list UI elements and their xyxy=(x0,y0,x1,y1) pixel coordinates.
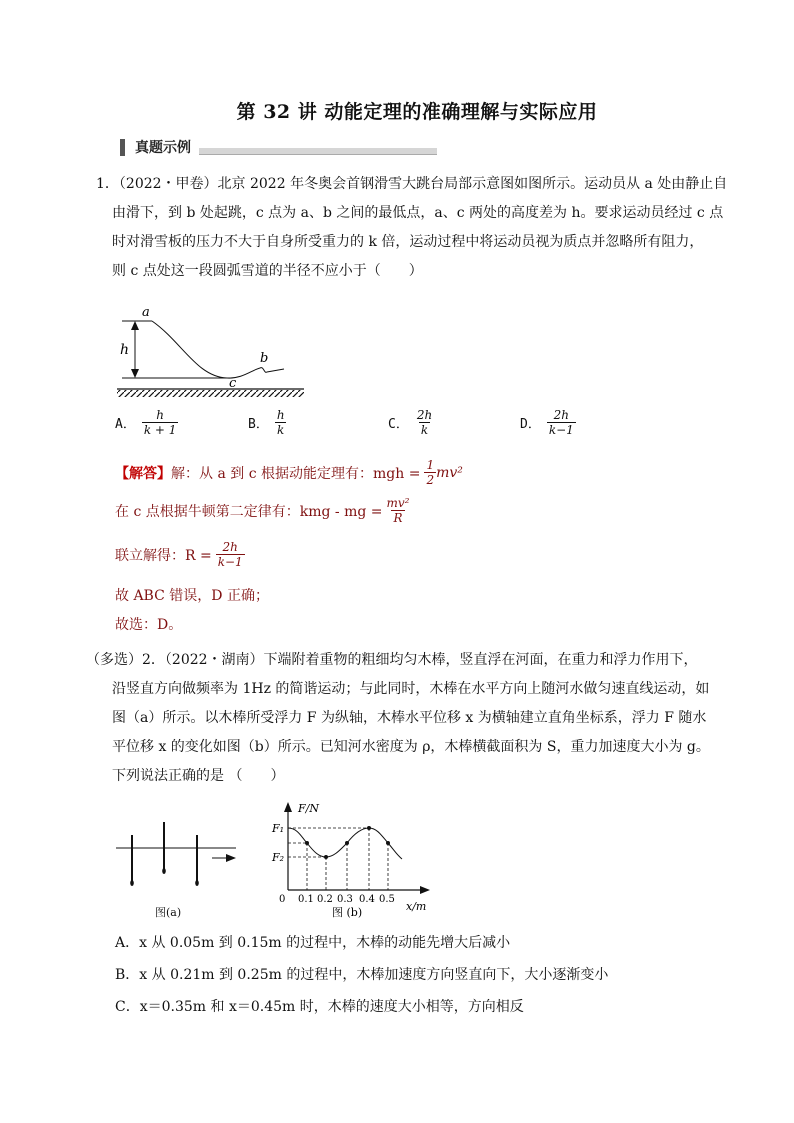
q2-line: 平位移 x 的变化如图（b）所示。已知河水密度为 ρ，木棒横截面积为 S，重力加速度大小为 g。 xyxy=(112,739,710,755)
origin-label: 0 xyxy=(279,894,286,905)
section-rule xyxy=(199,148,437,155)
x-tick: 0.1 xyxy=(298,894,314,905)
answer-line-1: 【解答】 解：从 a 到 c 根据动能定理有：mgh = $\frac{1}{2}$ mv² xyxy=(115,458,463,487)
answer-fraction: $\frac{2h}{k-1}$ xyxy=(217,540,243,569)
x-tick: 0.4 xyxy=(359,894,375,905)
answer-fraction: $\frac{\text{mv²}}{R}$ xyxy=(386,496,410,525)
q1-line: 时对滑雪板的压力不大于自身所受重力的 k 倍，运动过程中将运动员视为质点并忽略所有阻力， xyxy=(112,234,704,250)
answer-line-4: 故 ABC 错误，D 正确； xyxy=(115,588,269,604)
y-tick-f2: F₂ xyxy=(272,851,285,864)
q2-line: 沿竖直方向做频率为 1Hz 的简谐运动；与此同时，木棒在水平方向上随河水做匀速直线运动，如 xyxy=(112,681,710,697)
x-tick: 0.2 xyxy=(317,894,333,905)
section-label: 真题示例 xyxy=(135,140,191,156)
flow-arrow-icon xyxy=(226,854,236,862)
label-b: b xyxy=(260,351,269,366)
page-title: 第 32 讲 动能定理的准确理解与实际应用 xyxy=(236,101,598,123)
section-header xyxy=(120,137,437,157)
figure-b-caption: 图 (b) xyxy=(332,906,363,919)
option-b[interactable]: B． $\frac{h}{k}$ xyxy=(248,408,285,437)
q1-line: 1．（2022・甲卷）北京 2022 年冬奥会首钢滑雪大跳台局部示意图如图所示。运动员从 a 处由静止自 xyxy=(96,176,728,192)
figure-a-caption: 图(a) xyxy=(155,906,182,919)
question-2-stem xyxy=(86,646,726,791)
answer-line-2: 在 c 点根据牛顿第二定律有：kmg - mg = $\frac{\text{mv²}}{R}$ xyxy=(115,496,410,525)
option-c[interactable]: C． $\frac{2h}{k}$ xyxy=(388,408,433,437)
q2-option-c[interactable]: C．x＝0.35m 和 x＝0.45m 时，木棒的速度大小相等，方向相反 xyxy=(115,999,524,1015)
x-tick: 0.5 xyxy=(379,894,395,905)
label-a: a xyxy=(142,305,150,320)
question-1-stem xyxy=(96,170,728,286)
q2-option-b[interactable]: B．x 从 0.21m 到 0.25m 的过程中，木棒加速度方向竖直向下，大小逐渐变小 xyxy=(115,967,609,983)
answer-tag: 【解答】 xyxy=(115,465,171,482)
section-bar-icon xyxy=(120,139,125,156)
q1-line: 由滑下，到 b 处起跳，c 点为 a、b 之间的最低点，a、c 两处的高度差为 h。要求运动员经过 c 点 xyxy=(112,205,724,221)
y-tick-f1: F₁ xyxy=(272,822,285,835)
option-a[interactable]: A． $\frac{h}{k + 1}$ xyxy=(115,408,177,437)
option-a-fraction: $\frac{h}{k + 1}$ xyxy=(143,408,177,437)
q2-line: 下列说法正确的是 （ ） xyxy=(112,768,285,784)
answer-line-3: 联立解得：R = $\frac{2h}{k-1}$ xyxy=(115,540,243,569)
q2-line: 图（a）所示。以木棒所受浮力 F 为纵轴，木棒水平位移 x 为横轴建立直角坐标系，浮力 F 随水 xyxy=(112,710,707,726)
x-axis-label: x/m xyxy=(406,900,427,913)
x-tick: 0.3 xyxy=(337,894,353,905)
option-d[interactable]: D． $\frac{2h}{k-1}$ xyxy=(520,408,574,437)
q1-options xyxy=(115,408,635,448)
option-b-fraction: $\frac{h}{k}$ xyxy=(276,408,285,437)
label-h: h xyxy=(120,342,130,358)
option-d-fraction: $\frac{2h}{k-1}$ xyxy=(548,408,574,437)
y-axis-label: F/N xyxy=(298,802,319,815)
figure-b-force-graph xyxy=(262,798,437,923)
answer-fraction: $\frac{1}{2}$ xyxy=(426,458,435,487)
figure-a-floating-rods xyxy=(112,810,247,890)
answer-line-5: 故选：D。 xyxy=(115,617,183,633)
q2-option-a[interactable]: A．x 从 0.05m 到 0.15m 的过程中，木棒的动能先增大后减小 xyxy=(115,935,511,951)
option-c-fraction: $\frac{2h}{k}$ xyxy=(416,408,433,437)
q1-line: 则 c 点处这一段圆弧雪道的半径不应小于（ ） xyxy=(112,263,423,279)
ski-jump-figure xyxy=(112,302,307,402)
label-c: c xyxy=(229,376,237,391)
q2-line: （多选）2．（2022・湖南）下端附着重物的粗细均匀木棒，竖直浮在河面，在重力和浮力作用下， xyxy=(86,652,698,668)
